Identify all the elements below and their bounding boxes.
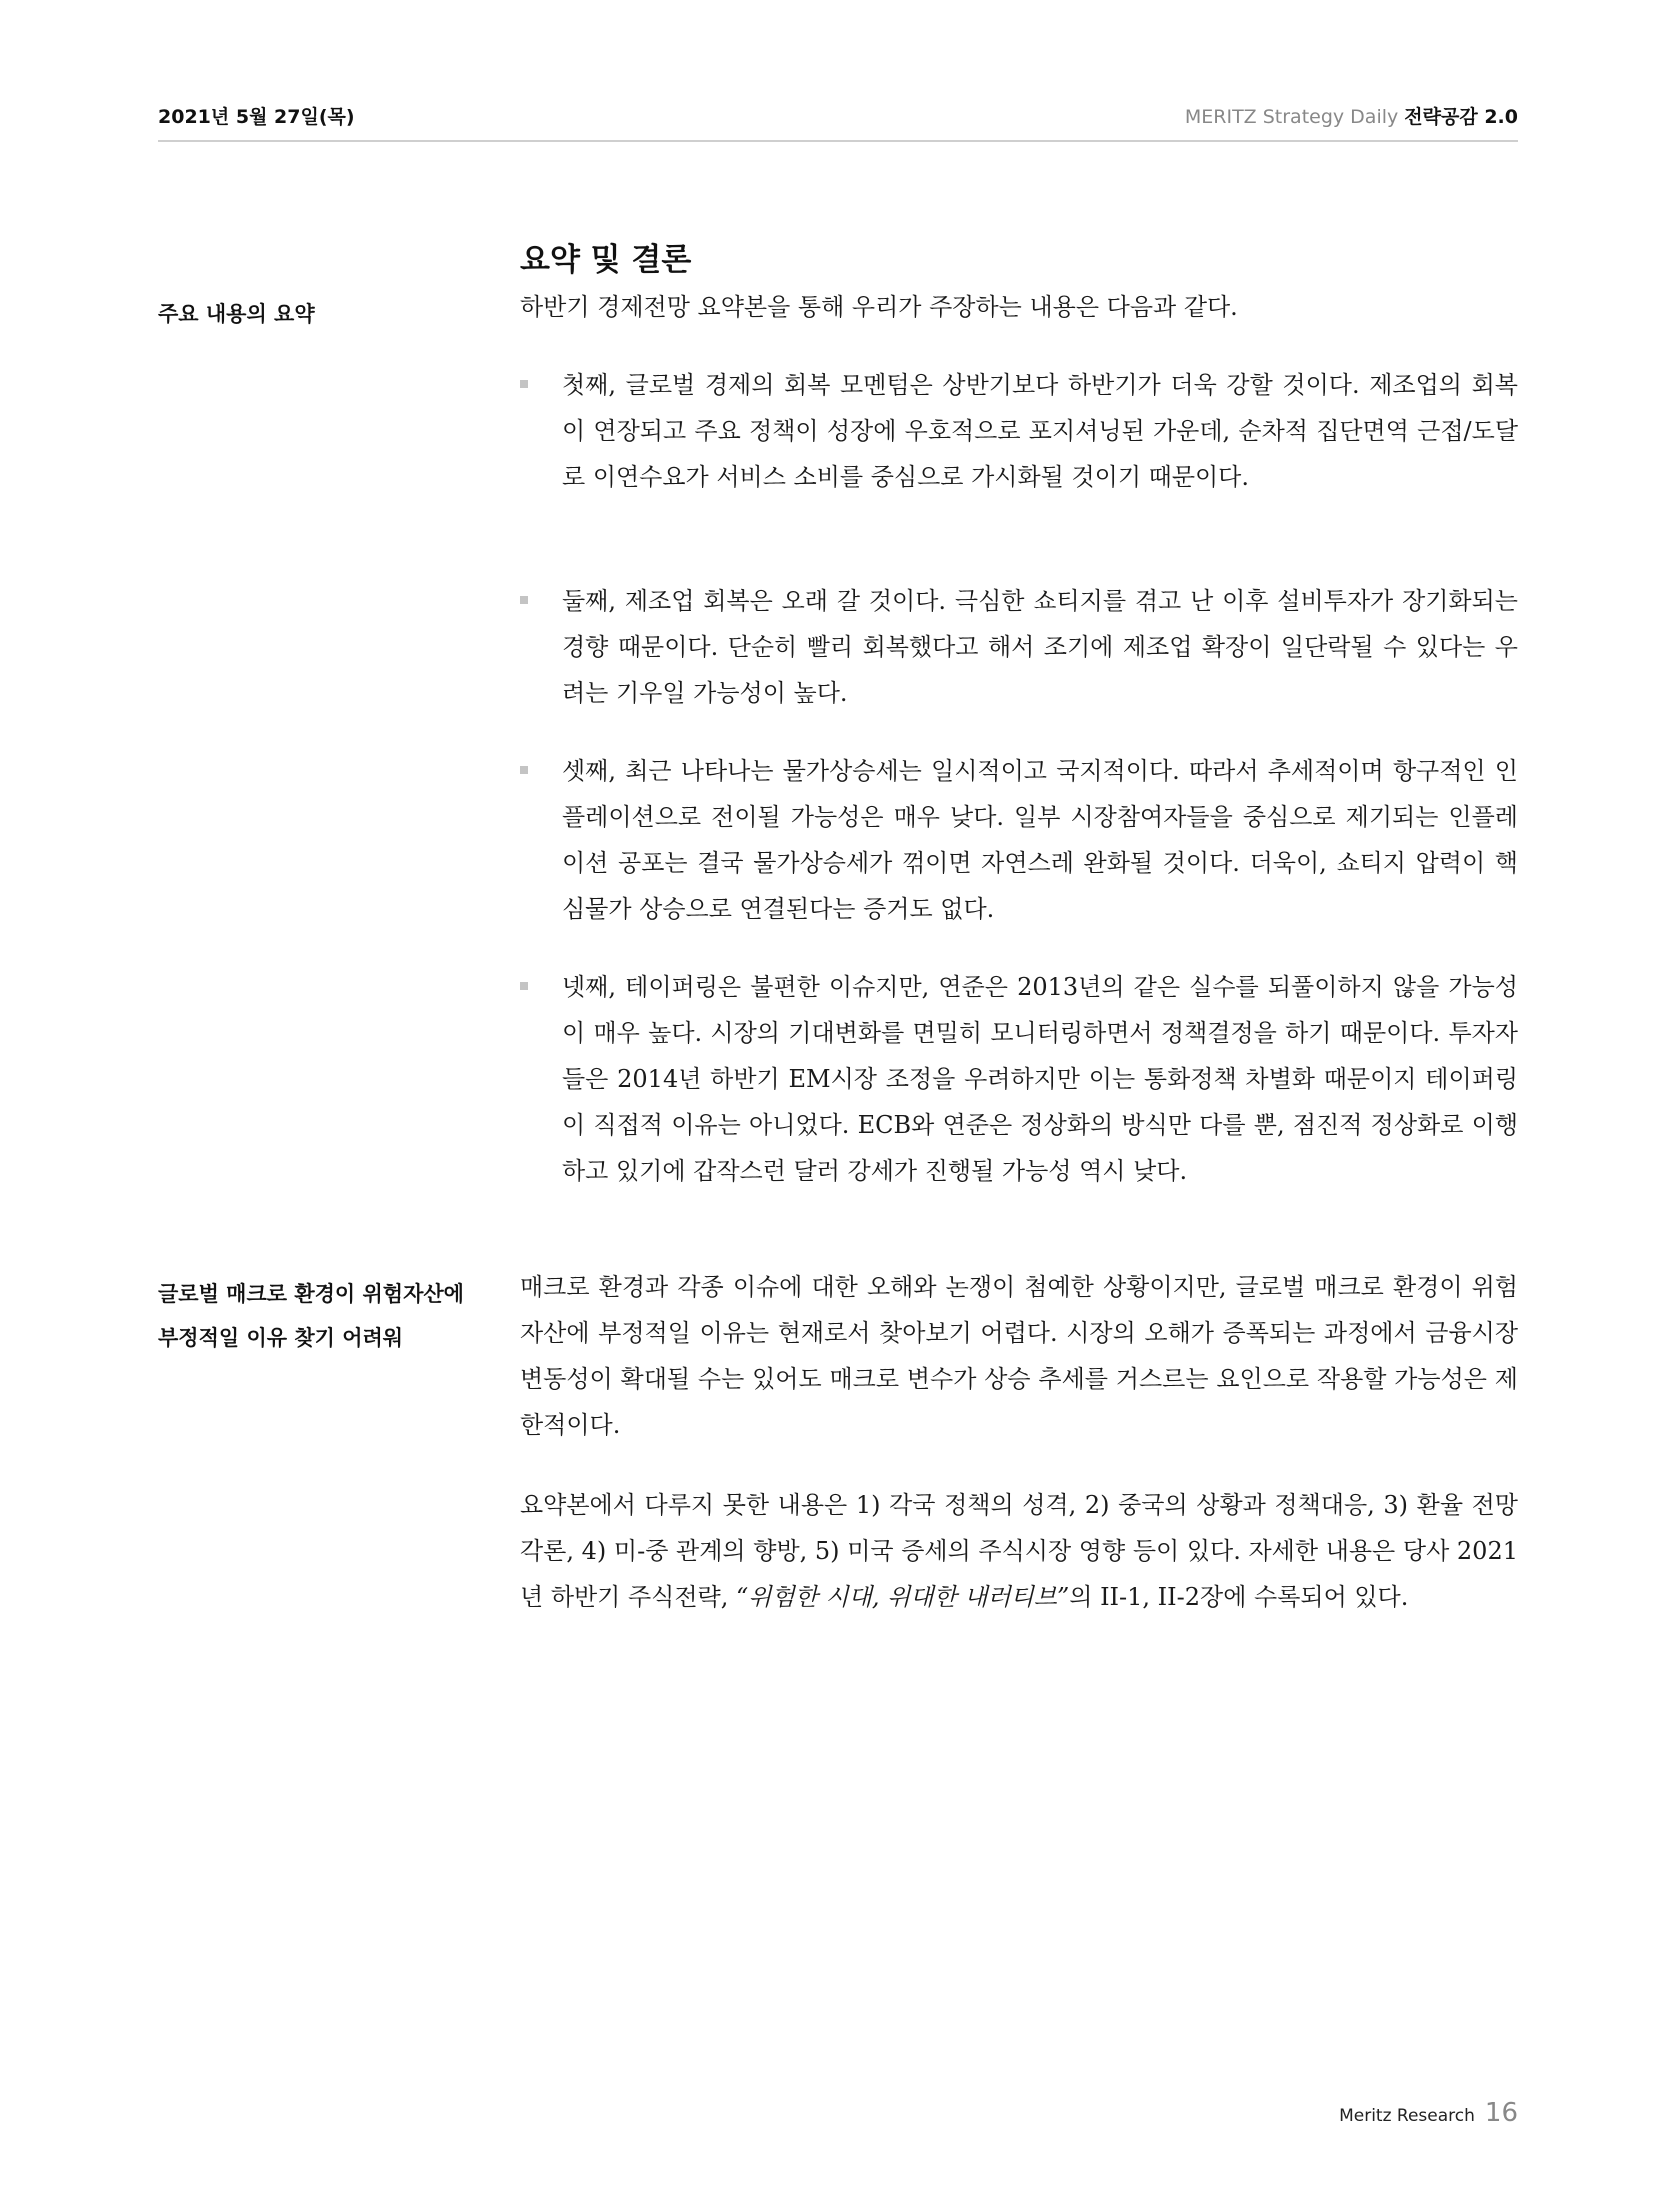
bullet-text: 둘째, 제조업 회복은 오래 갈 것이다. 극심한 쇼티지를 겪고 난 이후 설비투자가 장기화되는 경향 때문이다. 단순히 빨리 회복했다고 해서 조기에 제조업 확장이 일단락될 수 있다는 우려는 기우일 가능성이 높다. (562, 587, 1518, 707)
page-number: 16 (1484, 2098, 1518, 2128)
bullet-item (520, 578, 1518, 716)
bullet-square-icon (520, 596, 528, 604)
closing-text-post: 의 II-1, II-2장에 수록되어 있다. (1069, 1583, 1409, 1611)
page-footer (1339, 2098, 1518, 2128)
section-title: 요약 및 결론 (520, 242, 692, 278)
closing-text-pre: 요약본에서 다루지 못한 내용은 1) 각국 정책의 성격, 2) 중국의 상황과 정책대응, 3) 환율 전망 각론, 4) 미-중 관계의 향방, 5) 미국 증세의 주식시장 영향 등이 있다. 자세한 내용은 당사 2021년 하반기 주식전략, (520, 1491, 1518, 1611)
bullet-item (520, 964, 1518, 1194)
header-series (1185, 102, 1518, 129)
bullet-square-icon (520, 982, 528, 990)
closing-paragraph (520, 1482, 1518, 1620)
bullet-square-icon (520, 766, 528, 774)
sidebar-label-macro (158, 1272, 488, 1360)
sidebar-label-summary: 주요 내용의 요약 (158, 302, 315, 326)
strategy-report-title: “위험한 시대, 위대한 내러티브” (736, 1583, 1070, 1611)
sidebar-label-macro-line1: 글로벌 매크로 환경이 위험자산에 (158, 1282, 464, 1306)
bullet-item (520, 748, 1518, 932)
bullet-text: 첫째, 글로벌 경제의 회복 모멘텀은 상반기보다 하반기가 더욱 강할 것이다. 제조업의 회복이 연장되고 주요 정책이 성장에 우호적으로 포지셔닝된 가운데, 순차적 집단면역 근접/도달로 이연수요가 서비스 소비를 중심으로 가시화될 것이기 때문이다. (562, 371, 1518, 491)
bullet-text: 셋째, 최근 나타나는 물가상승세는 일시적이고 국지적이다. 따라서 추세적이며 항구적인 인플레이션으로 전이될 가능성은 매우 낮다. 일부 시장참여자들을 중심으로 제기되는 인플레이션 공포는 결국 물가상승세가 꺾이면 자연스레 완화될 것이다. 더욱이, 쇼티지 압력이 핵심물가 상승으로 연결된다는 증거도 없다. (562, 757, 1518, 923)
brand-name: 전략공감 2.0 (1404, 106, 1518, 128)
macro-paragraph: 매크로 환경과 각종 이슈에 대한 오해와 논쟁이 첨예한 상황이지만, 글로벌 매크로 환경이 위험자산에 부정적일 이유는 현재로서 찾아보기 어렵다. 시장의 오해가 증폭되는 과정에서 금융시장 변동성이 확대될 수는 있어도 매크로 변수가 상승 추세를 거스르는 요인으로 작용할 가능성은 제한적이다. (520, 1273, 1518, 1439)
report-date: 2021년 5월 27일(목) (158, 106, 355, 128)
footer-org: Meritz Research (1339, 2106, 1475, 2126)
page-header (158, 98, 1518, 142)
sidebar-label-macro-line2: 부정적일 이유 찾기 어려워 (158, 1326, 404, 1350)
bullet-item (520, 362, 1518, 500)
intro-paragraph: 하반기 경제전망 요약본을 통해 우리가 주장하는 내용은 다음과 같다. (520, 293, 1238, 321)
bullet-square-icon (520, 380, 528, 388)
series-name: MERITZ Strategy Daily (1184, 106, 1399, 128)
bullet-text: 넷째, 테이퍼링은 불편한 이슈지만, 연준은 2013년의 같은 실수를 되풀이하지 않을 가능성이 매우 높다. 시장의 기대변화를 면밀히 모니터링하면서 정책결정을 하기 때문이다. 투자자들은 2014년 하반기 EM시장 조정을 우려하지만 이는 통화정책 차별화 때문이지 테이퍼링이 직접적 이유는 아니었다. ECB와 연준은 정상화의 방식만 다를 뿐, 점진적 정상화로 이행하고 있기에 갑작스런 달러 강세가 진행될 가능성 역시 낮다. (562, 973, 1518, 1185)
